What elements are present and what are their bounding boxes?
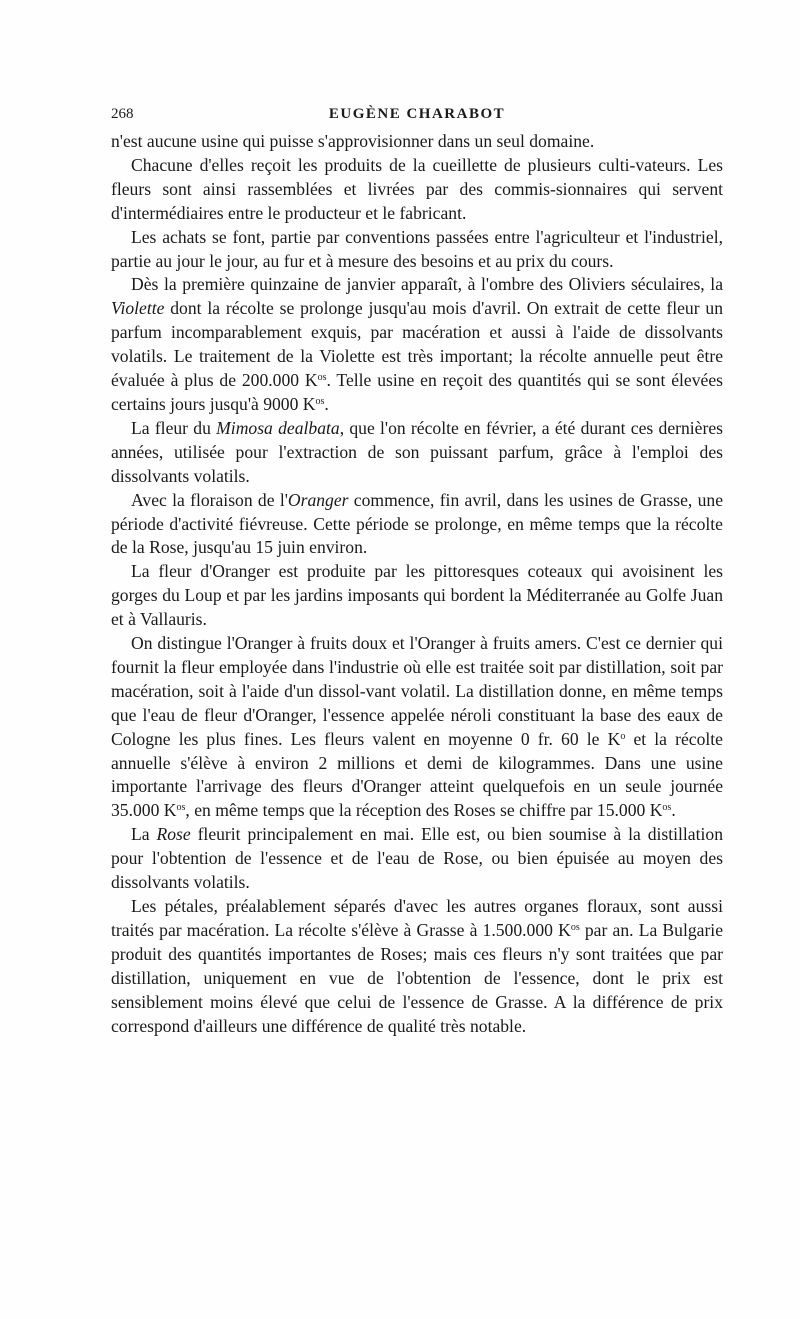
paragraph-text: , en même temps que la réception des Roses se chiffre par 15.000 K xyxy=(185,800,663,821)
paragraph-fleur-oranger xyxy=(111,560,723,632)
paragraph-petales xyxy=(111,895,723,1038)
paragraph-mimosa xyxy=(111,417,723,489)
page-header xyxy=(111,100,723,130)
paragraph-achats xyxy=(111,226,723,274)
page-number: 268 xyxy=(111,106,134,122)
paragraph-text: par an. La Bulgarie produit des quantités importantes de Roses; mais ces fleurs n'y sont traitées que par distillation, uniquement en vue de l'obtention de l'essence, dont le prix est sensiblement moins élevé que celui de l'essence de Grasse. A la différence de prix correspond d'ailleurs une différence de qualité très notable. xyxy=(111,919,723,1036)
paragraph-rose xyxy=(111,823,723,895)
unit-superscript: os xyxy=(176,802,186,814)
paragraph-text: On distingue l'Oranger à fruits doux et l'Oranger à fruits amers. C'est ce dernier qui fournit la fleur employée dans l'industrie où elle est traitée soit par distillation, soit par macération, soit à l'aide d'un dissol-vant volatil. La distillation donne, en même temps que l'eau de fleur d'Oranger, l'essence appelée néroli constituant la base des eaux de Cologne les plus fines. Les fleurs valent en moyenne 0 fr. 60 le K xyxy=(111,633,723,749)
paragraph-cueillette xyxy=(111,154,723,226)
paragraph-text: . xyxy=(671,800,676,821)
unit-superscript: os xyxy=(662,802,672,814)
paragraph-text: Avec la floraison de l' xyxy=(131,489,288,510)
paragraph-text: fleurit principalement en mai. Elle est, ou bien soumise à la distillation pour l'obtention de l'essence et de l'eau de Rose, ou bien épuisée au moyen des dissolvants volatils. xyxy=(111,824,723,893)
unit-superscript: os xyxy=(317,372,327,384)
paragraph-text: La fleur du xyxy=(131,417,217,438)
paragraph-continuation xyxy=(111,130,723,154)
paragraph-text: Les pétales, préalablement séparés d'avec les autres organes floraux, sont aussi traités par macération. La récolte s'élève à Grasse à 1.500.000 K xyxy=(111,896,723,940)
paragraph-text: et la récolte annuelle s'élève à environ 2 millions et demi de kilogrammes. Dans une usine importante l'arrivage des fleurs d'Oranger atteint quelquefois en un seule journée 35.000 K xyxy=(111,728,723,821)
plant-name-italic: Rose xyxy=(156,824,191,845)
unit-superscript: o xyxy=(620,730,626,742)
plant-name-italic: Mimosa dealbata xyxy=(216,417,340,438)
plant-name-italic: Violette xyxy=(111,298,165,319)
unit-superscript: os xyxy=(570,921,580,933)
book-page xyxy=(111,100,723,1038)
plant-name-italic: Oranger xyxy=(287,489,349,510)
paragraph-text: Chacune d'elles reçoit les produits de la cueillette de plusieurs culti-vateurs. Les fleurs sont ainsi rassemblées et livrées par des commis-sionnaires qui servent d'intermédiaires entre le producteur et le fabricant. xyxy=(111,154,723,223)
paragraph-text: dont la récolte se prolonge jusqu'au mois d'avril. On extrait de cette fleur un parfum incomparablement exquis, par macération et aussi à l'aide de dissolvants volatils. Le traitement de la Violette est très important; la récolte annuelle peut être évaluée à plus de 200.000 K xyxy=(111,298,723,391)
paragraph-text: Dès la première quinzaine de janvier apparaît, à l'ombre des Oliviers séculaires, la xyxy=(131,274,723,295)
paragraph-text: . Telle usine en reçoit des quantités qui se sont élevées certains jours jusqu'à 9000 K xyxy=(111,370,723,414)
paragraph-text: , que l'on récolte en février, a été durant ces dernières années, utilisée pour l'extraction de son puissant parfum, grâce à l'emploi des dissolvants volatils. xyxy=(111,417,723,486)
paragraph-text: La fleur d'Oranger est produite par les pittoresques coteaux qui avoisinent les gorges du Loup et par les jardins imposants qui bordent la Méditerranée au Golfe Juan et à Vallauris. xyxy=(111,561,723,630)
paragraph-text: Les achats se font, partie par conventions passées entre l'agriculteur et l'industriel, partie au jour le jour, au fur et à mesure des besoins et au prix du cours. xyxy=(111,226,723,271)
paragraph-oranger xyxy=(111,489,723,561)
paragraph-violette xyxy=(111,273,723,416)
body-text xyxy=(111,130,723,1038)
paragraph-text: n'est aucune usine qui puisse s'approvisionner dans un seul domaine. xyxy=(111,131,595,151)
paragraph-distillation xyxy=(111,632,723,823)
paragraph-text: . xyxy=(324,393,329,414)
unit-superscript: os xyxy=(315,395,325,407)
paragraph-text: commence, fin avril, dans les usines de Grasse, une période d'activité fiévreuse. Cette période se prolonge, en même temps que la récolte de la Rose, jusqu'au 15 juin environ. xyxy=(111,489,724,558)
paragraph-text: La xyxy=(131,824,157,845)
running-head: EUGÈNE CHARABOT xyxy=(328,106,506,122)
